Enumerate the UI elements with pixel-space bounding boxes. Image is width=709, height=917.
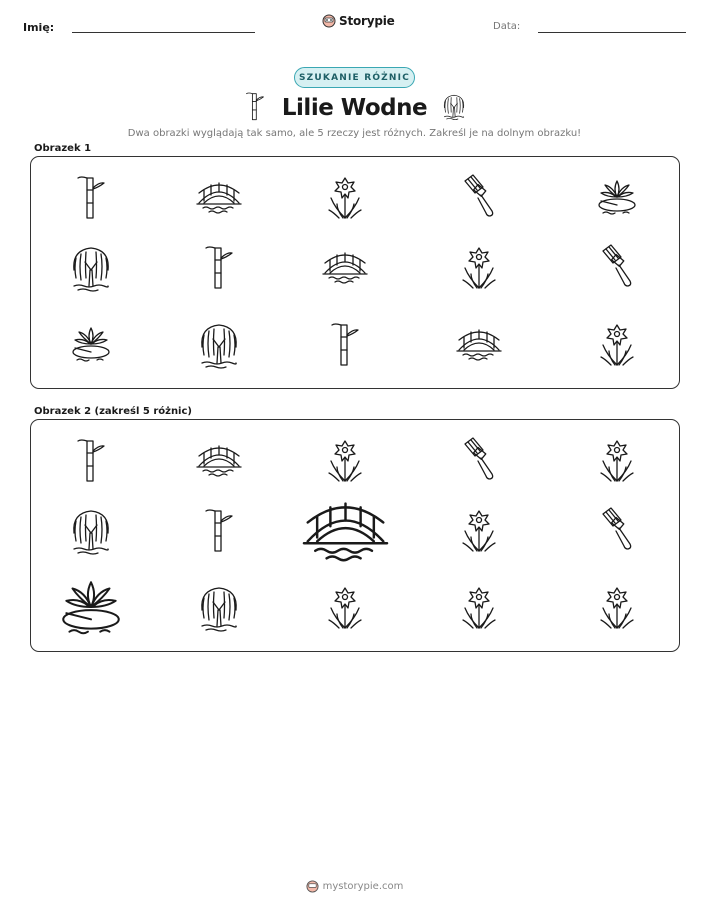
instructions-text: Dwa obrazki wyglądają tak samo, ale 5 rzeczy jest różnych. Zakreśl je na dolnym obrazku! xyxy=(127,128,582,139)
picture-1-panel xyxy=(30,156,680,389)
lotus-icon[interactable] xyxy=(56,572,126,642)
bridge-icon[interactable] xyxy=(310,495,380,565)
picture-1-label: Obrazek 1 xyxy=(34,143,92,154)
title-row xyxy=(0,90,709,126)
name-label: Imię: xyxy=(23,21,55,34)
footer-url[interactable]: mystorypie.com xyxy=(322,881,404,892)
willow-tree-icon[interactable] xyxy=(56,495,126,565)
lotus-icon xyxy=(582,162,652,232)
date-label: Data: xyxy=(493,21,521,32)
page-title: Lilie Wodne xyxy=(281,95,428,121)
paintbrush-icon xyxy=(582,232,652,302)
bamboo-icon xyxy=(56,162,126,232)
paintbrush-icon[interactable] xyxy=(582,495,652,565)
bamboo-icon[interactable] xyxy=(184,495,254,565)
bridge-icon xyxy=(444,309,514,379)
bamboo-icon[interactable] xyxy=(56,425,126,495)
picture-2-panel[interactable] xyxy=(30,419,680,652)
bamboo-icon xyxy=(184,232,254,302)
daffodil-icon[interactable] xyxy=(444,572,514,642)
bridge-icon xyxy=(184,162,254,232)
paintbrush-icon xyxy=(444,162,514,232)
daffodil-icon[interactable] xyxy=(582,425,652,495)
footer xyxy=(0,880,709,893)
daffodil-icon[interactable] xyxy=(310,425,380,495)
paintbrush-icon[interactable] xyxy=(444,425,514,495)
brand-logo xyxy=(322,14,395,28)
daffodil-icon xyxy=(444,232,514,302)
willow-tree-icon xyxy=(56,232,126,302)
brand-name: Storypie xyxy=(339,14,395,28)
willow-tree-icon[interactable] xyxy=(184,572,254,642)
storypie-mascot-icon xyxy=(322,14,336,28)
willow-tree-icon xyxy=(441,91,467,125)
name-field[interactable] xyxy=(72,32,255,33)
bridge-icon[interactable] xyxy=(184,425,254,495)
daffodil-icon[interactable] xyxy=(444,495,514,565)
daffodil-icon[interactable] xyxy=(582,572,652,642)
daffodil-icon xyxy=(310,162,380,232)
bamboo-icon xyxy=(242,91,268,125)
bridge-icon xyxy=(310,232,380,302)
date-field[interactable] xyxy=(538,32,686,33)
bamboo-icon xyxy=(310,309,380,379)
picture-2-label: Obrazek 2 (zakreśl 5 różnic) xyxy=(34,406,192,417)
activity-badge: SZUKANIE RÓŻNIC xyxy=(294,67,415,88)
storypie-mascot-icon xyxy=(306,880,319,893)
daffodil-icon xyxy=(582,309,652,379)
daffodil-icon[interactable] xyxy=(310,572,380,642)
lotus-icon xyxy=(56,309,126,379)
willow-tree-icon xyxy=(184,309,254,379)
